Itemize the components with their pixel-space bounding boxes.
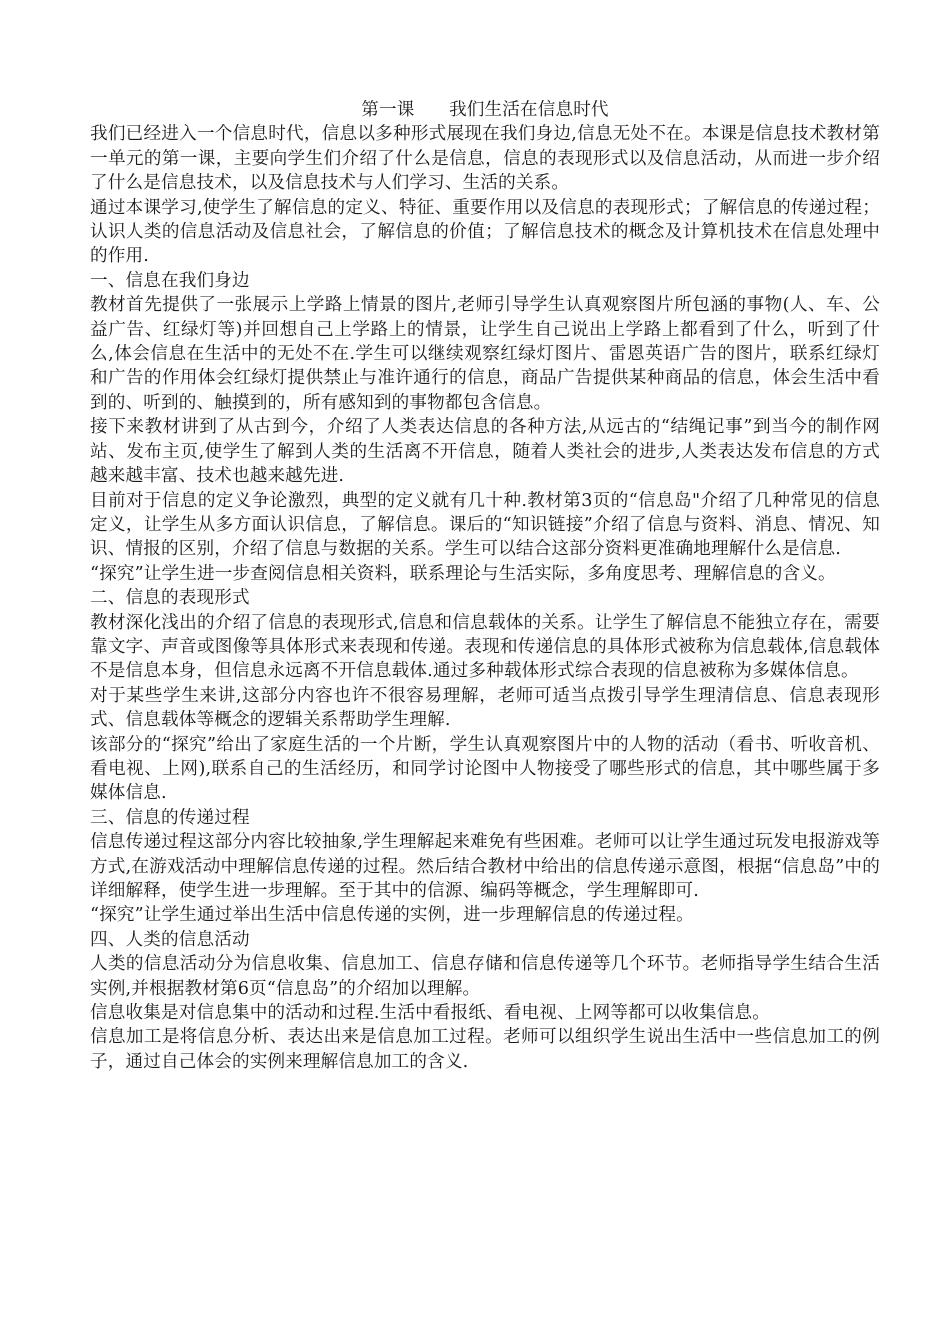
section-4-paragraph-2: 信息收集是对信息集中的活动和过程.生活中看报纸、看电视、上网等都可以收集信息。 [90, 1003, 771, 1024]
section-1-paragraph-3: 目前对于信息的定义争论激烈，典型的定义就有几十种.教材第3页的“信息岛"介绍了几种常见的信息定义，让学生从多方面认识信息，了解信息。课后的“知识链接”介绍了信息与资料、消息、情况、知识、情报的区别，介绍了信息与数据的关系。学生可以结合这部分资料更准确地理解什么是信息. [90, 490, 880, 560]
document-title: 第一课 我们生活在信息时代 [361, 100, 609, 120]
section-4-paragraph-1: 人类的信息活动分为信息收集、信息加工、信息存储和信息传递等几个环节。老师指导学生结合生活实例,并根据教材第6页“信息岛”的介绍加以理解。 [90, 954, 880, 999]
section-1-paragraph-2: 接下来教材讲到了从古到今，介绍了人类表达信息的各种方法,从远古的“结绳记事”到当今的制作网站、发布主页,使学生了解到人类的生活离不开信息，随着人类社会的进步,人类表达发布信息的方式越来越丰富、技术也越来越先进. [90, 417, 880, 487]
section-1-paragraph-1: 教材首先提供了一张展示上学路上情景的图片,老师引导学生认真观察图片所包涵的事物(人、车、公益广告、红绿灯等)并回想自己上学路上的情景，让学生自己说出上学路上都看到了什么，听到了什么,体会信息在生活中的无处不在.学生可以继续观察红绿灯图片、雷恩英语广告的图片，联系红绿灯和广告的作用体会红绿灯提供禁止与准许通行的信息，商品广告提供某种商品的信息，体会生活中看到的、听到的、触摸到的，所有感知到的事物都包含信息。 [90, 295, 880, 413]
section-2-paragraph-2: 对于某些学生来讲,这部分内容也许不很容易理解，老师可适当点拨引导学生理清信息、信息表现形式、信息载体等概念的逻辑关系帮助学生理解. [90, 685, 880, 731]
document-page [90, 98, 880, 1074]
section-heading-3: 三、信息的传递过程 [90, 807, 250, 828]
section-1-paragraph-4: “探究”让学生进一步查阅信息相关资料，联系理论与生活实际，多角度思考、理解信息的含义。 [90, 563, 836, 584]
section-3-paragraph-1: 信息传递过程这部分内容比较抽象,学生理解起来难免有些困难。老师可以让学生通过玩发电报游戏等方式,在游戏活动中理解信息传递的过程。然后结合教材中给出的信息传递示意图，根据“信息岛”中的详细解释，使学生进一步理解。至于其中的信源、编码等概念，学生理解即可. [90, 832, 880, 901]
section-2-paragraph-3: 该部分的“探究”给出了家庭生活的一个片断，学生认真观察图片中的人物的活动（看书、听收音机、看电视、上网),联系自己的生活经历，和同学讨论图中人物接受了哪些形式的信息，其中哪些属于多媒体信息. [90, 734, 880, 804]
section-heading-4: 四、人类的信息活动 [90, 929, 250, 950]
section-heading-1: 一、信息在我们身边 [90, 270, 250, 291]
section-2-paragraph-1: 教材深化浅出的介绍了信息的表现形式,信息和信息载体的关系。让学生了解信息不能独立存在，需要靠文字、声音或图像等具体形式来表现和传递。表现和传递信息的具体形式被称为信息载体,信息载体不是信息本身，但信息永远离不开信息载体.通过多种载体形式综合表现的信息被称为多媒体信息。 [90, 612, 880, 682]
intro-paragraph-2: 通过本课学习,使学生了解信息的定义、特征、重要作用以及信息的表现形式；了解信息的传递过程；认识人类的信息活动及信息社会，了解信息的价值；了解信息技术的概念及计算机技术在信息处理中的作用. [90, 197, 880, 267]
intro-paragraph-1: 我们已经进入一个信息时代，信息以多种形式展现在我们身边,信息无处不在。本课是信息技术教材第一单元的第一课，主要向学生们介绍了什么是信息，信息的表现形式以及信息活动，从而进一步介绍了什么是信息技术，以及信息技术与人们学习、生活的关系。 [90, 124, 880, 194]
section-heading-2: 二、信息的表现形式 [90, 588, 250, 609]
section-3-paragraph-2: “探究”让学生通过举出生活中信息传递的实例，进一步理解信息的传递过程。 [90, 905, 694, 926]
section-4-paragraph-3: 信息加工是将信息分析、表达出来是信息加工过程。老师可以组织学生说出生活中一些信息加工的例子，通过自己体会的实例来理解信息加工的含义. [90, 1027, 880, 1072]
